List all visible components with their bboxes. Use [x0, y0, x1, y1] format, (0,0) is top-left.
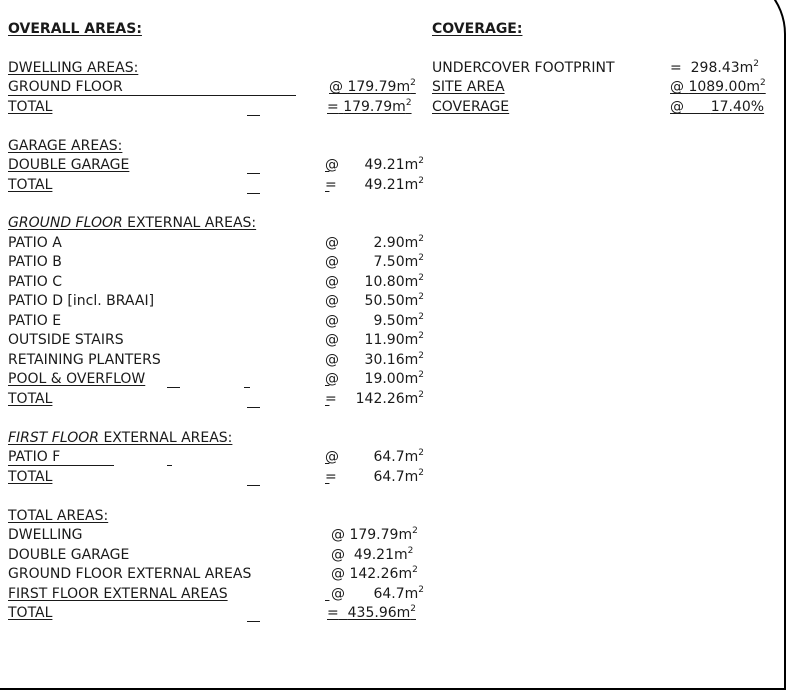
total-ground-external-value: @ $142.26m^2$ — [331, 565, 418, 582]
patio-e-label: PATIO E — [8, 313, 62, 329]
total-garage-value: @ $49.21m^2$ — [331, 546, 414, 563]
patio-d-label: PATIO D [incl. BRAAI] — [8, 293, 155, 309]
first-external-total-value: = $64.7m^2$ — [325, 468, 424, 485]
total-dwelling-value: @ $179.79m^2$ — [331, 526, 418, 543]
grand-total-value: = $435.96m^2$ — [327, 604, 416, 621]
dash-mark — [247, 115, 260, 116]
overall-areas-heading: OVERALL AREAS: — [8, 21, 142, 37]
total-garage-label: DOUBLE GARAGE — [8, 547, 130, 563]
patio-b-value: @ $7.50m^2$ — [325, 253, 424, 270]
retaining-planters-value: @ $30.16m^2$ — [325, 351, 424, 368]
dwelling-heading: DWELLING AREAS: — [8, 60, 139, 76]
coverage-label: COVERAGE — [432, 99, 510, 115]
dash-mark — [247, 485, 260, 486]
dash-mark — [247, 173, 260, 174]
ground-external-total-value: = $142.26m^2$ — [325, 390, 424, 407]
dwelling-ground-floor-label: GROUND FLOOR — [8, 79, 123, 95]
pool-overflow-value: @ $19.00m^2$ — [325, 370, 424, 387]
outside-stairs-label: OUTSIDE STAIRS — [8, 332, 124, 348]
dash-mark — [247, 193, 260, 194]
outside-stairs-value: @ $11.90m^2$ — [325, 331, 424, 348]
dwelling-ground-floor-value: @ $179.79m^2$ — [329, 78, 416, 95]
garage-total-value: = $49.21m^2$ — [325, 176, 424, 193]
dash-mark — [244, 387, 250, 388]
total-first-external-value: @ $64.7m^2$ — [331, 585, 424, 602]
dwelling-total-value: = $179.79m^2$ — [327, 98, 412, 115]
garage-total-label: TOTAL — [8, 177, 53, 193]
site-area-value: @ $1089.00m^2$ — [670, 78, 766, 95]
undercover-footprint-value: = $298.43m^2$ — [670, 59, 759, 76]
patio-c-label: PATIO C — [8, 274, 62, 290]
garage-heading: GARAGE AREAS: — [8, 138, 123, 154]
total-first-external-label: FIRST FLOOR EXTERNAL AREAS — [8, 586, 228, 602]
ground-external-heading: GROUND FLOOR EXTERNAL AREAS: — [8, 215, 257, 231]
coverage-heading: COVERAGE: — [432, 21, 523, 37]
underline — [8, 465, 114, 466]
total-areas-heading: TOTAL AREAS: — [8, 508, 109, 524]
undercover-footprint-label: UNDERCOVER FOOTPRINT — [432, 60, 615, 76]
dash-mark — [167, 465, 172, 466]
garage-double-label: DOUBLE GARAGE — [8, 157, 130, 173]
patio-a-label: PATIO A — [8, 235, 62, 251]
ground-external-total-label: TOTAL — [8, 391, 53, 407]
retaining-planters-label: RETAINING PLANTERS — [8, 352, 161, 368]
pool-overflow-label: POOL & OVERFLOW — [8, 371, 146, 387]
patio-f-label: PATIO F — [8, 449, 61, 465]
garage-double-value: @ $49.21m^2$ — [325, 156, 424, 173]
coverage-value: @ 17.40% — [670, 99, 765, 115]
total-dwelling-label: DWELLING — [8, 527, 83, 543]
underline — [8, 95, 296, 96]
dash-mark — [247, 621, 260, 622]
dash-mark — [167, 387, 180, 388]
total-ground-external-label: GROUND FLOOR EXTERNAL AREAS — [8, 566, 252, 582]
site-area-label: SITE AREA — [432, 79, 505, 95]
first-external-total-label: TOTAL — [8, 469, 53, 485]
dwelling-total-label: TOTAL — [8, 99, 53, 115]
patio-c-value: @ $10.80m^2$ — [325, 273, 424, 290]
grand-total-label: TOTAL — [8, 605, 53, 621]
patio-b-label: PATIO B — [8, 254, 62, 270]
first-external-heading: FIRST FLOOR EXTERNAL AREAS: — [8, 430, 233, 446]
patio-e-value: @ $9.50m^2$ — [325, 312, 424, 329]
patio-a-value: @ $2.90m^2$ — [325, 234, 424, 251]
dash-mark — [247, 407, 260, 408]
patio-d-value: @ $50.50m^2$ — [325, 292, 424, 309]
patio-f-value: @ $64.7m^2$ — [325, 448, 424, 465]
